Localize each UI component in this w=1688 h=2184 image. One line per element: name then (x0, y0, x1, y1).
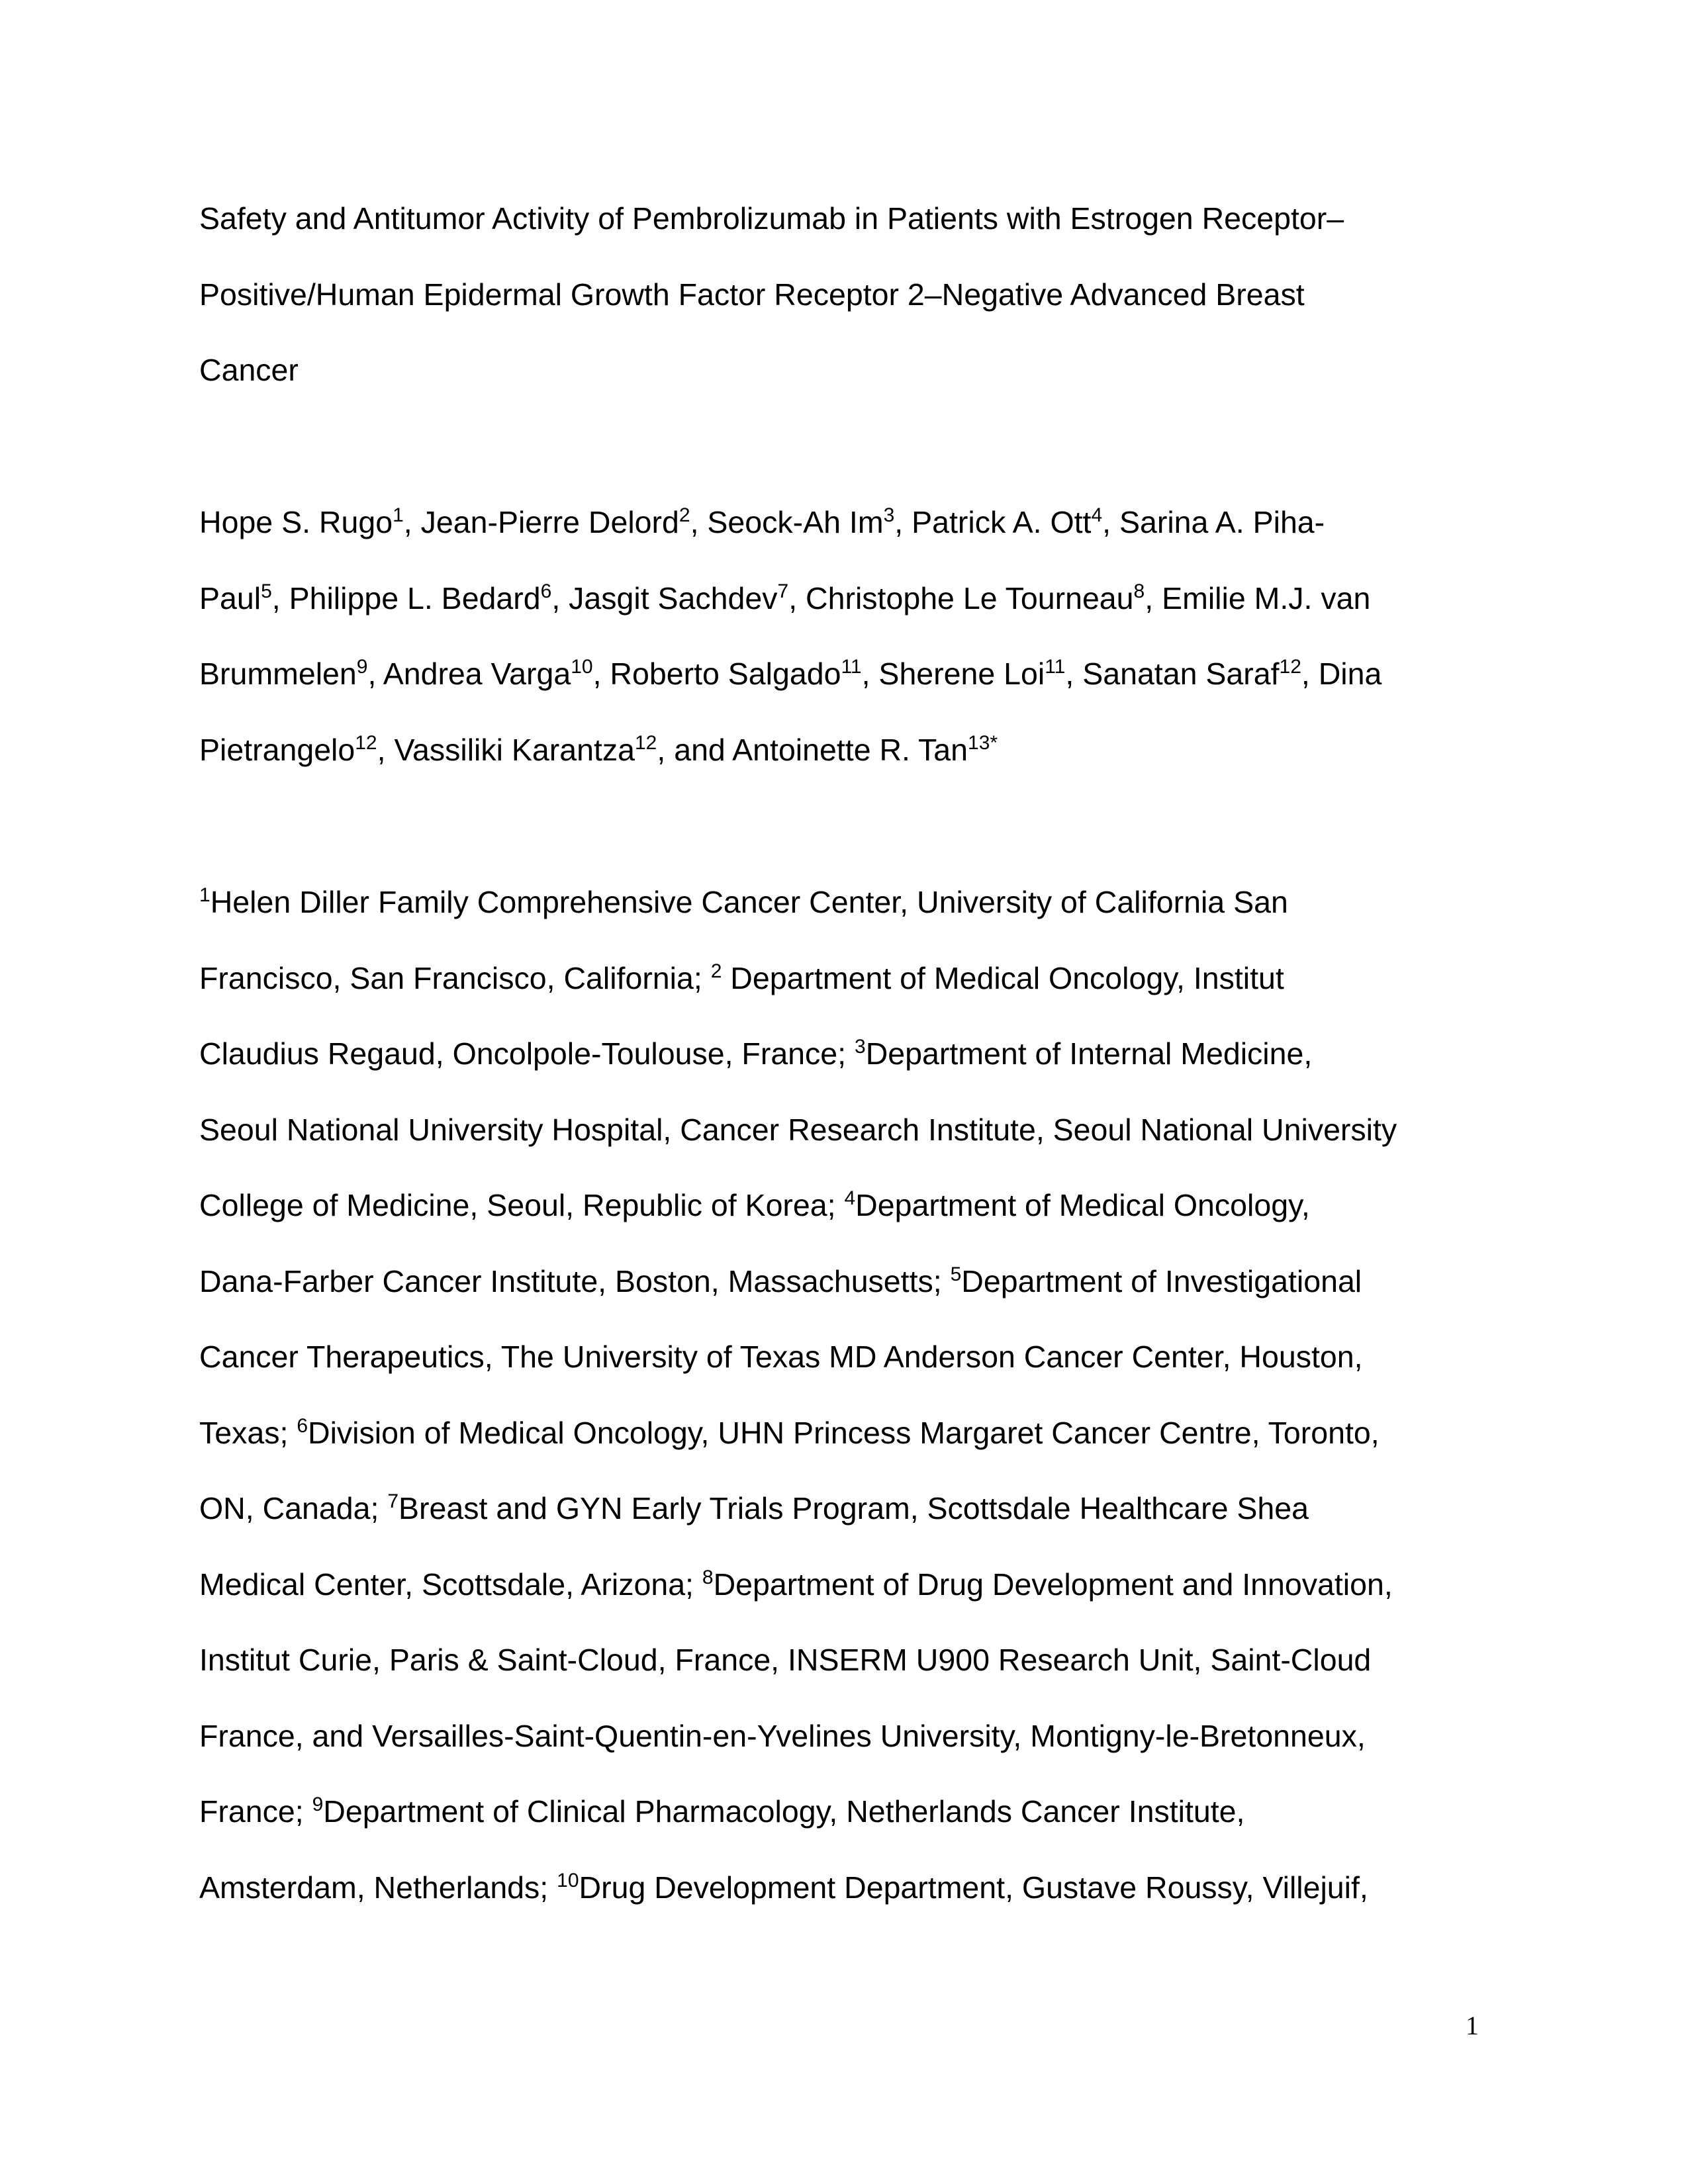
text-run: Brummelen (199, 657, 357, 691)
affiliation-marker: 4 (844, 1187, 856, 1209)
affiliation-line (199, 1319, 1497, 1395)
affiliation-marker: 2 (679, 504, 690, 526)
affiliation-marker: 8 (1133, 580, 1145, 602)
affiliation-line (199, 1698, 1497, 1774)
affiliation-marker: 1 (393, 504, 404, 526)
affiliation-line (199, 940, 1497, 1017)
affiliation-marker: 8 (702, 1566, 714, 1588)
affiliation-marker: 13* (968, 731, 998, 754)
affiliation-marker: 11 (841, 656, 862, 678)
text-run: Helen Diller Family Comprehensive Cancer Center, University of California San (210, 885, 1288, 919)
text-run: , Vassiliki Karantza (377, 732, 635, 767)
affiliation-line (199, 1244, 1497, 1320)
text-run: , Philippe L. Bedard (271, 580, 541, 615)
affiliation-marker: 10 (571, 656, 593, 678)
author-line (199, 484, 1497, 561)
text-run: , Roberto Salgado (592, 657, 841, 691)
text-run: Department of Clinical Pharmacology, Netherlands Cancer Institute, (323, 1794, 1245, 1829)
text-run: Department of Investigational (961, 1263, 1362, 1298)
affiliation-marker: 12 (635, 731, 657, 754)
affiliation-line (199, 1167, 1497, 1244)
text-run: Francisco, San Francisco, California; (199, 960, 711, 995)
text-run: France; (199, 1794, 312, 1829)
affiliation-line (199, 1774, 1497, 1850)
affiliation-line (199, 864, 1497, 940)
affiliation-marker: 12 (1279, 656, 1301, 678)
affiliation-line (199, 1622, 1497, 1698)
affiliation-marker: 7 (777, 580, 789, 602)
text-run: Breast and GYN Early Trials Program, Scottsdale Healthcare Shea (399, 1491, 1309, 1525)
text-run: Cancer Therapeutics, The University of Texas MD Anderson Cancer Center, Houston, (199, 1340, 1363, 1374)
text-run: , Sarina A. Piha- (1102, 505, 1325, 539)
title-line: Safety and Antitumor Activity of Pembrolizumab in Patients with Estrogen Receptor– (199, 201, 1344, 236)
affiliation-marker: 3 (883, 504, 895, 526)
text-run: Paul (199, 580, 261, 615)
author-line (199, 712, 1497, 788)
text-run: , Sherene Loi (861, 657, 1045, 691)
affiliation-marker: 9 (312, 1794, 324, 1815)
title-line: Cancer (199, 353, 299, 387)
title-line: Positive/Human Epidermal Growth Factor Receptor 2–Negative Advanced Breast (199, 277, 1305, 312)
text-run: , and Antoinette R. Tan (657, 732, 968, 767)
text-run: Department of Drug Development and Innovation, (713, 1567, 1393, 1602)
affiliation-marker: 7 (387, 1490, 399, 1512)
text-run: Medical Center, Scottsdale, Arizona; (199, 1567, 702, 1602)
author-line (199, 561, 1497, 637)
text-run: ON, Canada; (199, 1491, 388, 1525)
text-run: Hope S. Rugo (199, 505, 393, 539)
affiliation-marker: 12 (355, 731, 377, 754)
page-number: 1 (1466, 2011, 1479, 2040)
affiliation-marker: 6 (540, 580, 552, 602)
text-run: Department of Medical Oncology, (855, 1188, 1310, 1222)
affiliation-line (199, 1395, 1497, 1471)
text-run: Department of Internal Medicine, (865, 1036, 1313, 1071)
text-run: Claudius Regaud, Oncolpole-Toulouse, France; (199, 1036, 855, 1071)
affiliation-marker: 11 (1045, 656, 1066, 678)
affiliation-list (199, 864, 1497, 1925)
affiliation-marker: 2 (710, 960, 722, 982)
text-run: , Emilie M.J. van (1145, 580, 1371, 615)
text-run: Drug Development Department, Gustave Roussy, Villejuif, (579, 1870, 1368, 1905)
affiliation-marker: 4 (1091, 504, 1103, 526)
text-run: Dana-Farber Cancer Institute, Boston, Massachusetts; (199, 1263, 951, 1298)
affiliation-line (199, 1016, 1497, 1092)
affiliation-marker: 10 (557, 1869, 579, 1891)
paper-title (199, 181, 1497, 408)
text-run: , Patrick A. Ott (894, 505, 1092, 539)
text-run: Division of Medical Oncology, UHN Princess Margaret Cancer Centre, Toronto, (308, 1415, 1380, 1450)
text-run: , Dina (1301, 657, 1382, 691)
text-run: , Sanatan Saraf (1065, 657, 1280, 691)
text-run: Texas; (199, 1415, 297, 1450)
affiliation-marker: 1 (199, 884, 211, 906)
text-run: , Andrea Varga (367, 657, 571, 691)
affiliation-marker: 3 (855, 1036, 866, 1058)
text-run: Pietrangelo (199, 732, 355, 767)
text-run: , Seock-Ah Im (690, 505, 884, 539)
text-run: Department of Medical Oncology, Institut (722, 960, 1284, 995)
text-run: , Jasgit Sachdev (551, 580, 778, 615)
text-run: , Jean-Pierre Delord (403, 505, 679, 539)
affiliation-line (199, 1850, 1497, 1926)
text-run: Institut Curie, Paris & Saint-Cloud, France, INSERM U900 Research Unit, Saint-Cloud (199, 1643, 1372, 1677)
author-line (199, 636, 1497, 712)
affiliation-marker: 9 (356, 656, 368, 678)
text-run: Seoul National University Hospital, Cancer Research Institute, Seoul National University (199, 1112, 1397, 1147)
author-list (199, 484, 1497, 788)
affiliation-marker: 5 (950, 1263, 962, 1285)
text-run: Amsterdam, Netherlands; (199, 1870, 557, 1905)
text-run: , Christophe Le Tourneau (788, 580, 1134, 615)
affiliation-line (199, 1092, 1497, 1168)
text-run: France, and Versailles-Saint-Quentin-en-Yvelines University, Montigny-le-Bretonneux, (199, 1718, 1366, 1753)
affiliation-marker: 6 (297, 1414, 308, 1437)
affiliation-line (199, 1471, 1497, 1547)
affiliation-marker: 5 (261, 580, 272, 602)
affiliation-line (199, 1547, 1497, 1623)
text-run: College of Medicine, Seoul, Republic of Korea; (199, 1188, 845, 1222)
